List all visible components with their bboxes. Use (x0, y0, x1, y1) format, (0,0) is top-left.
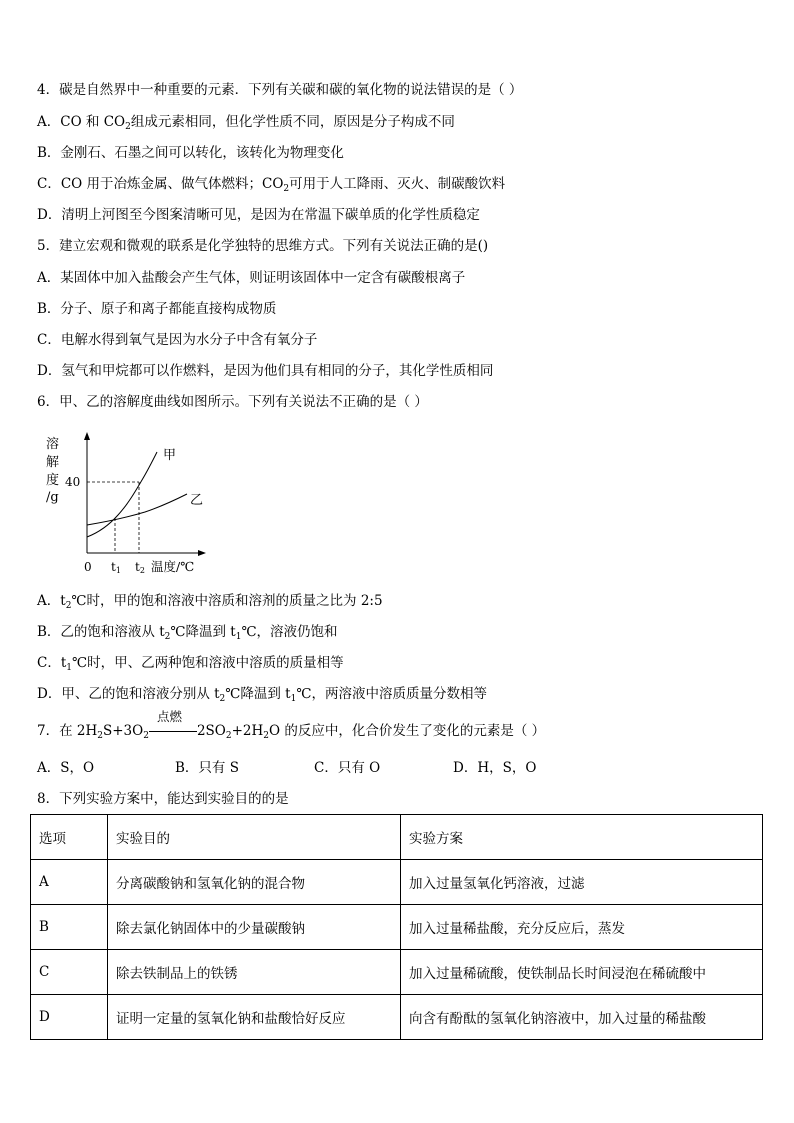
reaction-arrow (149, 709, 197, 740)
q7-s7: +2H (231, 723, 264, 739)
row-option: B (31, 905, 108, 950)
y-label-2: 解 (46, 455, 60, 470)
q7-option-a: A．S，O (37, 760, 95, 776)
solubility-chart (40, 428, 230, 578)
x-tick-t1-sub: 1 (115, 566, 121, 575)
table-row (31, 905, 763, 950)
row-plan: 加入过量稀盐酸，充分反应后，蒸发 (401, 905, 763, 950)
q6-c-2: 1 (66, 663, 72, 673)
table-header-row (31, 815, 763, 860)
q6-b-1: B．乙的饱和溶液从 t (37, 624, 165, 640)
series-label-jia: 甲 (163, 448, 177, 463)
q6-b-3: ℃降温到 t (170, 624, 236, 640)
curve-jia (87, 452, 157, 537)
series-label-yi: 乙 (190, 493, 204, 508)
q6-b-5: ℃，溶液仍饱和 (241, 624, 338, 640)
table-row (31, 995, 763, 1040)
q4-option-a (37, 113, 455, 131)
q6-d-4: 1 (290, 694, 297, 704)
q6-a-3: ℃时，甲的饱和溶液中溶质和溶剂的质量之比为 2:5 (71, 593, 383, 609)
row-purpose: 分离碳酸钠和氢氧化钠的混合物 (108, 860, 401, 905)
q6-option-d (37, 685, 487, 703)
q4-option-b: B．金刚石、石墨之间可以转化，该转化为物理变化 (37, 145, 344, 161)
row-option: A (31, 860, 108, 905)
q6-option-b (37, 623, 338, 641)
q4-c-sub: 2 (283, 184, 290, 194)
q7-option-d: D．H，S，O (453, 760, 537, 776)
reaction-line (149, 731, 197, 732)
q4-a-sub: 2 (125, 122, 131, 132)
header-option: 选项 (31, 815, 108, 860)
q4-c-text: C．CO 用于冶炼金属、做气体燃料；CO (37, 176, 284, 192)
y-axis-arrow (84, 432, 90, 440)
x-tick-t2-sub: 2 (139, 566, 145, 575)
q6-a-1: A．t (37, 593, 66, 609)
q6-b-2: 2 (164, 632, 171, 642)
q5-option-d: D．氢气和甲烷都可以作燃料，是因为他们具有相同的分子，其化学性质相同 (37, 363, 494, 379)
y-label-1: 溶 (46, 437, 60, 452)
q5-option-a: A．某固体中加入盐酸会产生气体，则证明该固体中一定含有碳酸根离子 (37, 270, 466, 286)
q7-s8: 2 (263, 731, 269, 741)
header-purpose: 实验目的 (108, 815, 401, 860)
x-tick-t2-base: t (135, 560, 140, 574)
q5-option-c: C．电解水得到氧气是因为水分子中含有氧分子 (37, 332, 318, 348)
q4-c-text-2: 可用于人工降雨、灭火、制碳酸饮料 (289, 176, 506, 192)
row-plan: 加入过量氢氧化钙溶液，过滤 (401, 860, 763, 905)
y-label-4: /g (46, 490, 59, 505)
row-purpose: 证明一定量的氢氧化钠和盐酸恰好反应 (108, 995, 401, 1040)
q6-stem: 6．甲、乙的溶解度曲线如图所示。下列有关说法不正确的是（ ） (37, 394, 428, 410)
x-tick-t1 (111, 560, 121, 575)
q7-s1: 7．在 2H (37, 723, 98, 739)
q4-option-d: D．清明上河图至今图案清晰可见，是因为在常温下碳单质的化学性质稳定 (37, 207, 480, 223)
q5-stem: 5．建立宏观和微观的联系是化学独特的思维方式。下列有关说法正确的是() (37, 238, 489, 254)
x-axis-label: 温度/℃ (151, 559, 195, 574)
q7-s3: S+3O (102, 723, 144, 739)
row-plan: 加入过量稀硫酸，使铁制品长时间浸泡在稀硫酸中 (401, 950, 763, 995)
q4-option-c (37, 175, 505, 193)
q7-s4: 2 (143, 731, 149, 741)
q4-a-text-2: 组成元素相同，但化学性质不同，原因是分子构成不同 (130, 114, 455, 130)
q6-d-3: ℃降温到 t (225, 686, 291, 702)
origin-label: 0 (84, 560, 92, 574)
x-tick-t1-base: t (111, 560, 116, 574)
q6-c-3: ℃时，甲、乙两种饱和溶液中溶质的质量相等 (72, 655, 344, 671)
q6-option-c (37, 654, 344, 672)
q7-option-b: B．只有 S (175, 760, 239, 776)
table-row (31, 950, 763, 995)
header-plan: 实验方案 (401, 815, 763, 860)
row-purpose: 除去氯化钠固体中的少量碳酸钠 (108, 905, 401, 950)
q4-stem: 4．碳是自然界中一种重要的元素．下列有关碳和碳的氧化物的说法错误的是（ ） (37, 82, 523, 98)
q6-d-5: ℃，两溶液中溶质质量分数相等 (296, 686, 487, 702)
q7-s5: 2SO (196, 723, 226, 739)
q6-a-2: 2 (65, 601, 72, 611)
curve-yi (87, 494, 187, 525)
reaction-condition: 点燃 (156, 709, 182, 724)
q7-option-c: C．只有 O (314, 760, 381, 776)
y-label-3: 度 (46, 473, 60, 488)
q5-option-b: B．分子、原子和离子都能直接构成物质 (37, 301, 277, 317)
row-plan: 向含有酚酞的氢氧化钠溶液中，加入过量的稀盐酸 (401, 995, 763, 1040)
q8-stem: 8．下列实验方案中，能达到实验目的的是 (37, 791, 289, 807)
q7-s9: O 的反应中，化合价发生了变化的元素是（ ） (269, 723, 546, 739)
q7-s6: 2 (225, 731, 232, 741)
experiment-table (30, 814, 763, 1040)
row-option: C (31, 950, 108, 995)
q4-a-text: A．CO 和 CO (37, 114, 126, 130)
row-purpose: 除去铁制品上的铁锈 (108, 950, 401, 995)
row-option: D (31, 995, 108, 1040)
table-row (31, 860, 763, 905)
q6-c-1: C．t (37, 655, 67, 671)
q6-option-a (37, 592, 383, 610)
x-tick-t2 (135, 560, 145, 575)
y-tick-label: 40 (65, 475, 81, 489)
x-axis-arrow (198, 550, 206, 556)
q6-b-4: 1 (235, 632, 242, 642)
q7-s2: 2 (97, 731, 103, 741)
q6-d-1: D．甲、乙的饱和溶液分别从 t (37, 686, 220, 702)
q7-stem (37, 709, 546, 741)
q6-d-2: 2 (219, 694, 226, 704)
